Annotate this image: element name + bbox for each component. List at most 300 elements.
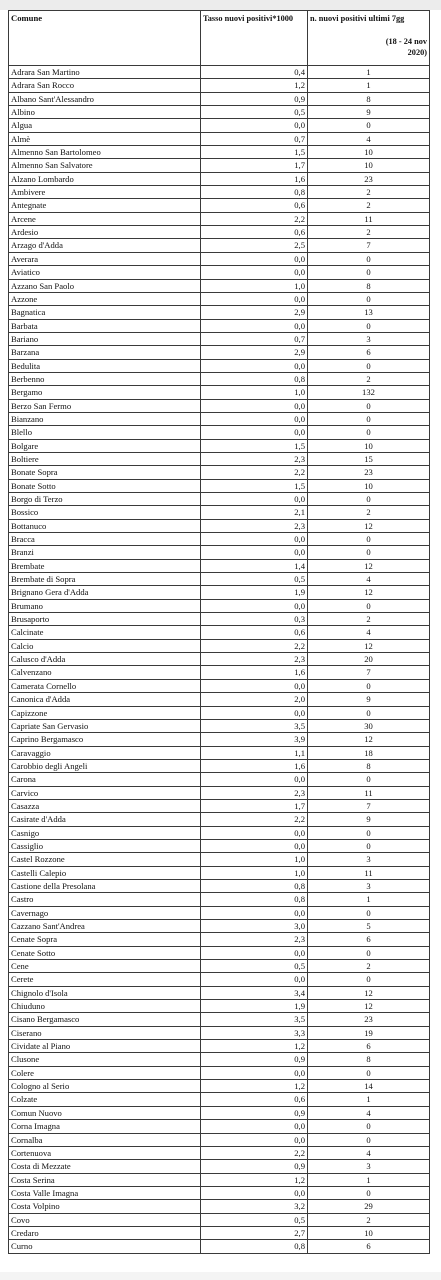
cell-comune: Camerata Cornello <box>9 679 201 692</box>
cell-tasso: 1,7 <box>201 159 308 172</box>
cell-nuovi: 6 <box>308 346 430 359</box>
table-row <box>9 452 430 465</box>
cell-comune: Almenno San Salvatore <box>9 159 201 172</box>
table-row <box>9 946 430 959</box>
cell-tasso: 2,5 <box>201 239 308 252</box>
table-row <box>9 1106 430 1119</box>
cell-nuovi: 2 <box>308 1213 430 1226</box>
table-row <box>9 319 430 332</box>
cell-tasso: 0,0 <box>201 839 308 852</box>
cell-comune: Bracca <box>9 533 201 546</box>
cell-comune: Chignolo d'Isola <box>9 986 201 999</box>
cell-nuovi: 19 <box>308 1026 430 1039</box>
cell-nuovi: 12 <box>308 1000 430 1013</box>
cell-tasso: 0,9 <box>201 1106 308 1119</box>
table-row <box>9 212 430 225</box>
table-row <box>9 1066 430 1079</box>
cell-comune: Capriate San Gervasio <box>9 719 201 732</box>
cell-tasso: 0,8 <box>201 372 308 385</box>
cell-nuovi: 0 <box>308 679 430 692</box>
header-period <box>310 36 427 58</box>
cell-tasso: 0,0 <box>201 412 308 425</box>
table-row <box>9 199 430 212</box>
cell-nuovi: 9 <box>308 693 430 706</box>
cell-tasso: 3,5 <box>201 719 308 732</box>
cell-comune: Covo <box>9 1213 201 1226</box>
cell-tasso: 0,5 <box>201 106 308 119</box>
table-row <box>9 1000 430 1013</box>
cell-tasso: 1,0 <box>201 386 308 399</box>
cell-nuovi: 2 <box>308 613 430 626</box>
cell-comune: Casazza <box>9 799 201 812</box>
cell-nuovi: 6 <box>308 1040 430 1053</box>
table-row <box>9 1173 430 1186</box>
table-row <box>9 1093 430 1106</box>
cell-comune: Aviatico <box>9 266 201 279</box>
cell-tasso: 2,7 <box>201 1226 308 1239</box>
cell-comune: Arcene <box>9 212 201 225</box>
cell-nuovi: 2 <box>308 960 430 973</box>
cell-tasso: 0,0 <box>201 1133 308 1146</box>
cell-nuovi: 2 <box>308 226 430 239</box>
cell-tasso: 1,0 <box>201 853 308 866</box>
cell-tasso: 0,3 <box>201 613 308 626</box>
table-row <box>9 1146 430 1159</box>
table-row <box>9 266 430 279</box>
table-row <box>9 292 430 305</box>
table-row <box>9 639 430 652</box>
cell-tasso: 0,0 <box>201 1120 308 1133</box>
cell-nuovi: 11 <box>308 866 430 879</box>
cell-comune: Carobbio degli Angeli <box>9 759 201 772</box>
table-row <box>9 960 430 973</box>
cell-nuovi: 0 <box>308 826 430 839</box>
cell-nuovi: 9 <box>308 813 430 826</box>
cell-comune: Bariano <box>9 332 201 345</box>
header-period-line2: 2020) <box>407 48 427 57</box>
header-period-line1: (18 - 24 nov <box>385 37 427 46</box>
table-row <box>9 359 430 372</box>
cell-comune: Cornalba <box>9 1133 201 1146</box>
cell-nuovi: 23 <box>308 466 430 479</box>
cell-tasso: 3,4 <box>201 986 308 999</box>
table-row <box>9 733 430 746</box>
cell-nuovi: 8 <box>308 92 430 105</box>
cell-tasso: 1,7 <box>201 799 308 812</box>
cell-tasso: 2,9 <box>201 346 308 359</box>
cell-tasso: 0,0 <box>201 973 308 986</box>
cell-nuovi: 4 <box>308 1106 430 1119</box>
cell-nuovi: 2 <box>308 199 430 212</box>
table-row <box>9 533 430 546</box>
cell-nuovi: 132 <box>308 386 430 399</box>
table-row <box>9 666 430 679</box>
cell-tasso: 1,0 <box>201 279 308 292</box>
cell-comune: Cividate al Piano <box>9 1040 201 1053</box>
cell-nuovi: 0 <box>308 706 430 719</box>
cell-comune: Casnigo <box>9 826 201 839</box>
cell-comune: Cene <box>9 960 201 973</box>
cell-tasso: 0,6 <box>201 199 308 212</box>
table-row <box>9 759 430 772</box>
cell-tasso: 0,6 <box>201 626 308 639</box>
cell-nuovi: 0 <box>308 493 430 506</box>
cell-comune: Curno <box>9 1240 201 1253</box>
cell-tasso: 0,5 <box>201 1213 308 1226</box>
cell-tasso: 1,2 <box>201 1040 308 1053</box>
cell-tasso: 0,0 <box>201 773 308 786</box>
cell-comune: Brumano <box>9 599 201 612</box>
table-row <box>9 252 430 265</box>
cell-comune: Carona <box>9 773 201 786</box>
cell-tasso: 0,8 <box>201 186 308 199</box>
cell-comune: Comun Nuovo <box>9 1106 201 1119</box>
cell-comune: Almè <box>9 132 201 145</box>
cell-comune: Ciserano <box>9 1026 201 1039</box>
cell-nuovi: 23 <box>308 1013 430 1026</box>
cell-tasso: 0,9 <box>201 1160 308 1173</box>
cell-comune: Branzi <box>9 546 201 559</box>
cell-nuovi: 12 <box>308 559 430 572</box>
cell-tasso: 0,0 <box>201 946 308 959</box>
cell-nuovi: 0 <box>308 359 430 372</box>
table-row <box>9 239 430 252</box>
cell-tasso: 0,0 <box>201 493 308 506</box>
cell-comune: Caravaggio <box>9 746 201 759</box>
table-row <box>9 132 430 145</box>
cell-tasso: 2,3 <box>201 653 308 666</box>
table-row <box>9 599 430 612</box>
cell-tasso: 1,5 <box>201 479 308 492</box>
cell-tasso: 0,5 <box>201 960 308 973</box>
table-row <box>9 1186 430 1199</box>
cell-nuovi: 13 <box>308 306 430 319</box>
cell-nuovi: 0 <box>308 533 430 546</box>
cell-comune: Bedulita <box>9 359 201 372</box>
cell-comune: Bossico <box>9 506 201 519</box>
cell-comune: Cassiglio <box>9 839 201 852</box>
cell-nuovi: 0 <box>308 399 430 412</box>
table-row <box>9 573 430 586</box>
cell-nuovi: 0 <box>308 266 430 279</box>
cell-tasso: 3,2 <box>201 1200 308 1213</box>
cell-nuovi: 0 <box>308 1120 430 1133</box>
cell-comune: Ardesio <box>9 226 201 239</box>
cell-nuovi: 8 <box>308 1053 430 1066</box>
cell-tasso: 1,5 <box>201 146 308 159</box>
cell-comune: Cisano Bergamasco <box>9 1013 201 1026</box>
table-row <box>9 1120 430 1133</box>
cell-nuovi: 9 <box>308 106 430 119</box>
table-row <box>9 653 430 666</box>
table-row <box>9 66 430 79</box>
cell-nuovi: 0 <box>308 252 430 265</box>
cell-comune: Cortenuova <box>9 1146 201 1159</box>
cell-nuovi: 14 <box>308 1080 430 1093</box>
cell-comune: Adrara San Martino <box>9 66 201 79</box>
cell-comune: Costa Volpino <box>9 1200 201 1213</box>
data-table-sheet <box>8 10 428 1254</box>
cell-tasso: 2,2 <box>201 639 308 652</box>
cell-tasso: 0,9 <box>201 1053 308 1066</box>
cell-comune: Ambivere <box>9 186 201 199</box>
cell-comune: Colzate <box>9 1093 201 1106</box>
table-row <box>9 866 430 879</box>
cell-nuovi: 0 <box>308 412 430 425</box>
table-row <box>9 693 430 706</box>
cell-comune: Arzago d'Adda <box>9 239 201 252</box>
cell-nuovi: 30 <box>308 719 430 732</box>
cell-comune: Colere <box>9 1066 201 1079</box>
cell-comune: Barzana <box>9 346 201 359</box>
cell-nuovi: 10 <box>308 159 430 172</box>
cell-tasso: 2,3 <box>201 933 308 946</box>
table-row <box>9 746 430 759</box>
cell-tasso: 0,0 <box>201 706 308 719</box>
cell-tasso: 0,0 <box>201 266 308 279</box>
cell-comune: Calcio <box>9 639 201 652</box>
header-nuovi <box>308 11 430 66</box>
cell-tasso: 2,3 <box>201 519 308 532</box>
table-row <box>9 386 430 399</box>
cell-nuovi: 7 <box>308 666 430 679</box>
table-row <box>9 986 430 999</box>
cell-nuovi: 1 <box>308 79 430 92</box>
bottom-margin <box>0 1272 441 1280</box>
cell-nuovi: 0 <box>308 292 430 305</box>
cell-nuovi: 3 <box>308 879 430 892</box>
cell-nuovi: 29 <box>308 1200 430 1213</box>
cell-tasso: 0,7 <box>201 132 308 145</box>
cell-tasso: 0,6 <box>201 1093 308 1106</box>
cell-nuovi: 0 <box>308 1133 430 1146</box>
cell-comune: Casirate d'Adda <box>9 813 201 826</box>
cell-comune: Cazzano Sant'Andrea <box>9 920 201 933</box>
table-row <box>9 146 430 159</box>
cell-nuovi: 0 <box>308 1186 430 1199</box>
cell-comune: Calcinate <box>9 626 201 639</box>
cell-comune: Castelli Calepio <box>9 866 201 879</box>
cell-tasso: 0,0 <box>201 546 308 559</box>
table-row <box>9 119 430 132</box>
cell-nuovi: 0 <box>308 426 430 439</box>
cell-comune: Berbenno <box>9 372 201 385</box>
cell-tasso: 1,9 <box>201 1000 308 1013</box>
table-row <box>9 186 430 199</box>
cell-tasso: 2,2 <box>201 466 308 479</box>
cell-comune: Brusaporto <box>9 613 201 626</box>
cell-nuovi: 7 <box>308 799 430 812</box>
cell-nuovi: 0 <box>308 973 430 986</box>
header-row <box>9 11 430 66</box>
cell-comune: Cavernago <box>9 906 201 919</box>
cell-nuovi: 12 <box>308 519 430 532</box>
table-row <box>9 372 430 385</box>
table-row <box>9 346 430 359</box>
cell-nuovi: 6 <box>308 1240 430 1253</box>
cell-comune: Credaro <box>9 1226 201 1239</box>
table-row <box>9 506 430 519</box>
cell-comune: Boltiere <box>9 452 201 465</box>
cell-tasso: 1,0 <box>201 866 308 879</box>
table-row <box>9 1133 430 1146</box>
cell-nuovi: 11 <box>308 786 430 799</box>
cell-nuovi: 10 <box>308 146 430 159</box>
cell-tasso: 0,0 <box>201 119 308 132</box>
cell-tasso: 1,2 <box>201 79 308 92</box>
cell-tasso: 0,0 <box>201 359 308 372</box>
table-row <box>9 719 430 732</box>
cell-nuovi: 0 <box>308 906 430 919</box>
cell-comune: Calvenzano <box>9 666 201 679</box>
cell-comune: Adrara San Rocco <box>9 79 201 92</box>
cell-comune: Bottanuco <box>9 519 201 532</box>
table-row <box>9 1240 430 1253</box>
cell-nuovi: 8 <box>308 279 430 292</box>
top-margin <box>0 0 441 10</box>
cell-nuovi: 4 <box>308 132 430 145</box>
cell-tasso: 0,0 <box>201 906 308 919</box>
cell-nuovi: 0 <box>308 599 430 612</box>
cell-tasso: 2,3 <box>201 452 308 465</box>
cell-comune: Cologno al Serio <box>9 1080 201 1093</box>
cell-tasso: 1,1 <box>201 746 308 759</box>
cell-nuovi: 20 <box>308 653 430 666</box>
cell-comune: Cenate Sotto <box>9 946 201 959</box>
cell-nuovi: 3 <box>308 332 430 345</box>
cell-nuovi: 7 <box>308 239 430 252</box>
cell-tasso: 0,5 <box>201 573 308 586</box>
table-row <box>9 172 430 185</box>
cell-tasso: 2,9 <box>201 306 308 319</box>
table-row <box>9 613 430 626</box>
cell-tasso: 2,1 <box>201 506 308 519</box>
cell-tasso: 1,2 <box>201 1080 308 1093</box>
cell-comune: Bolgare <box>9 439 201 452</box>
cell-comune: Cenate Sopra <box>9 933 201 946</box>
cell-nuovi: 5 <box>308 920 430 933</box>
cell-comune: Blello <box>9 426 201 439</box>
table-row <box>9 466 430 479</box>
cell-comune: Borgo di Terzo <box>9 493 201 506</box>
cell-comune: Chiuduno <box>9 1000 201 1013</box>
cell-tasso: 0,7 <box>201 332 308 345</box>
cell-nuovi: 15 <box>308 452 430 465</box>
cell-tasso: 2,0 <box>201 693 308 706</box>
table-row <box>9 826 430 839</box>
table-row <box>9 1200 430 1213</box>
cell-comune: Bonate Sopra <box>9 466 201 479</box>
table-row <box>9 412 430 425</box>
cell-tasso: 0,0 <box>201 533 308 546</box>
cell-comune: Averara <box>9 252 201 265</box>
table-row <box>9 853 430 866</box>
cell-tasso: 1,2 <box>201 1173 308 1186</box>
table-row <box>9 799 430 812</box>
cell-tasso: 2,2 <box>201 1146 308 1159</box>
cell-tasso: 0,0 <box>201 1066 308 1079</box>
table-row <box>9 279 430 292</box>
cell-tasso: 1,6 <box>201 666 308 679</box>
cell-tasso: 1,5 <box>201 439 308 452</box>
cell-comune: Almenno San Bartolomeo <box>9 146 201 159</box>
cell-comune: Barbata <box>9 319 201 332</box>
cell-nuovi: 12 <box>308 586 430 599</box>
cell-tasso: 0,8 <box>201 879 308 892</box>
cell-nuovi: 1 <box>308 1173 430 1186</box>
table-body <box>9 66 430 1254</box>
cell-tasso: 3,3 <box>201 1026 308 1039</box>
cell-tasso: 0,8 <box>201 1240 308 1253</box>
cell-tasso: 0,0 <box>201 599 308 612</box>
table-row <box>9 159 430 172</box>
cell-comune: Castione della Presolana <box>9 879 201 892</box>
cell-tasso: 0,9 <box>201 92 308 105</box>
table-row <box>9 1080 430 1093</box>
cell-nuovi: 0 <box>308 119 430 132</box>
cell-comune: Caprino Bergamasco <box>9 733 201 746</box>
table-row <box>9 92 430 105</box>
cell-tasso: 0,0 <box>201 252 308 265</box>
table-row <box>9 706 430 719</box>
cell-comune: Calusco d'Adda <box>9 653 201 666</box>
table-row <box>9 399 430 412</box>
cell-comune: Bianzano <box>9 412 201 425</box>
cell-comune: Antegnate <box>9 199 201 212</box>
cell-comune: Bergamo <box>9 386 201 399</box>
table-row <box>9 519 430 532</box>
cell-nuovi: 23 <box>308 172 430 185</box>
table-row <box>9 426 430 439</box>
header-nuovi-label: n. nuovi positivi ultimi 7gg <box>310 14 405 23</box>
cell-comune: Corna Imagna <box>9 1120 201 1133</box>
cell-tasso: 3,9 <box>201 733 308 746</box>
cell-comune: Brembate <box>9 559 201 572</box>
table-row <box>9 920 430 933</box>
cell-nuovi: 0 <box>308 1066 430 1079</box>
table-row <box>9 813 430 826</box>
table-row <box>9 626 430 639</box>
cell-nuovi: 2 <box>308 372 430 385</box>
cell-nuovi: 4 <box>308 626 430 639</box>
table-row <box>9 1226 430 1239</box>
table-row <box>9 1053 430 1066</box>
cell-comune: Brignano Gera d'Adda <box>9 586 201 599</box>
cell-nuovi: 2 <box>308 186 430 199</box>
cell-nuovi: 8 <box>308 759 430 772</box>
table-row <box>9 1160 430 1173</box>
cell-tasso: 1,6 <box>201 172 308 185</box>
cell-tasso: 0,0 <box>201 319 308 332</box>
cell-comune: Berzo San Fermo <box>9 399 201 412</box>
cell-tasso: 1,4 <box>201 559 308 572</box>
cell-tasso: 0,0 <box>201 679 308 692</box>
cell-nuovi: 0 <box>308 319 430 332</box>
cell-comune: Canonica d'Adda <box>9 693 201 706</box>
cell-nuovi: 1 <box>308 66 430 79</box>
cell-comune: Azzone <box>9 292 201 305</box>
cell-tasso: 3,0 <box>201 920 308 933</box>
cell-comune: Castro <box>9 893 201 906</box>
cell-tasso: 2,3 <box>201 786 308 799</box>
table-row <box>9 306 430 319</box>
header-comune: Comune <box>9 11 201 66</box>
cell-nuovi: 0 <box>308 773 430 786</box>
table-row <box>9 493 430 506</box>
cell-comune: Capizzone <box>9 706 201 719</box>
cell-comune: Castel Rozzone <box>9 853 201 866</box>
cell-comune: Costa Serina <box>9 1173 201 1186</box>
